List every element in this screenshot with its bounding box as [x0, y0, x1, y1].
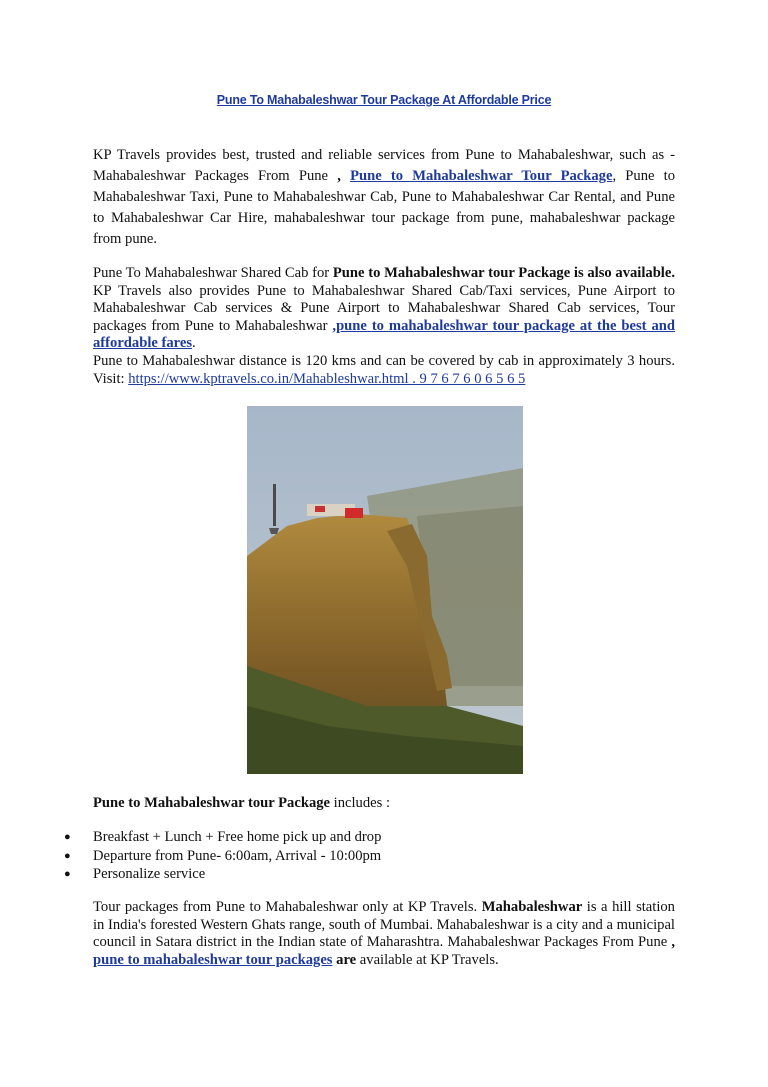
includes-list	[62, 828, 662, 884]
bullet-icon: ●	[64, 849, 71, 862]
shared-text-2: KP Travels also provides Pune to Mahabaleshwar Shared Cab/Taxi services, Pune Airport to Mahabaleshwar Cab services & Pune Airport to Mahabaleshwar Shared Cab services, Tour packages from Pune to Mahabaleshwar	[93, 282, 675, 334]
intro-separator: ,	[337, 168, 341, 184]
website-url-link[interactable]: https://www.kptravels.co.in/Mahableshwar.html . 9 7 6 7 6 0 6 5 6 5	[128, 370, 526, 387]
closing-text-3: available at KP Travels.	[356, 951, 499, 968]
includes-heading	[93, 793, 675, 814]
page-title: Pune To Mahabaleshwar Tour Package At Affordable Price	[216, 93, 552, 107]
shared-text-1: Pune To Mahabaleshwar Shared Cab for	[93, 265, 333, 281]
intro-paragraph	[93, 145, 675, 250]
includes-heading-rest: includes :	[330, 795, 391, 811]
closing-tour-packages-link[interactable]: pune to mahabaleshwar tour packages	[93, 951, 333, 968]
includes-heading-bold: Pune to Mahabaleshwar tour Package	[93, 795, 331, 811]
intro-text-2: , Pune to Mahabaleshwar Taxi, Pune to Mahabaleshwar Cab, Pune to Mahabaleshwar Car Rental, and Pune to Mahabaleshwar Car Hire, mahabaleshwar tour package from pune, mahabaleshwar package from pune.	[93, 168, 676, 247]
closing-bold-1: Mahabaleshwar	[481, 899, 583, 915]
shared-cab-paragraph	[93, 265, 675, 388]
shared-text-3: .	[192, 335, 196, 352]
intro-text-1: KP Travels provides best, trusted and reliable services from Pune to Mahabaleshwar, such as - Mahabaleshwar Packages From Pune	[93, 147, 675, 184]
list-item: ● Breakfast + Lunch + Free home pick up and drop	[64, 829, 382, 845]
bullet-icon: ●	[64, 868, 71, 880]
shared-fares-link[interactable]: ,pune to mahabaleshwar tour package at the best and affordable fares	[93, 317, 675, 352]
closing-bold-2: are	[336, 951, 357, 968]
list-item: ● Personalize service	[64, 866, 206, 882]
bullet-icon: ●	[64, 831, 71, 843]
mahabaleshwar-cliff-photo	[247, 406, 523, 774]
shared-bold-1: Pune to Mahabaleshwar tour Package is also available.	[332, 265, 675, 281]
shared-distance-text: Pune to Mahabaleshwar distance is 120 kms and can be covered by cab in approximately 3 hours. Visit:	[93, 352, 675, 387]
list-item: ● Departure from Pune- 6:00am, Arrival - 10:00pm	[64, 847, 382, 864]
closing-text-1: Tour packages from Pune to Mahabaleshwar only at KP Travels.	[93, 899, 482, 915]
closing-paragraph	[93, 899, 675, 969]
closing-separator: ,	[671, 934, 675, 951]
intro-tour-package-link[interactable]: Pune to Mahabaleshwar Tour Package	[350, 168, 613, 184]
closing-text-2: is a hill station in India's forested Western Ghats range, south of Mumbai. Mahabaleshwar is a city and a municipal council in Satara district in the Indian state of Maharashtra. Mahabaleshwar Packages From Pune	[93, 899, 675, 951]
